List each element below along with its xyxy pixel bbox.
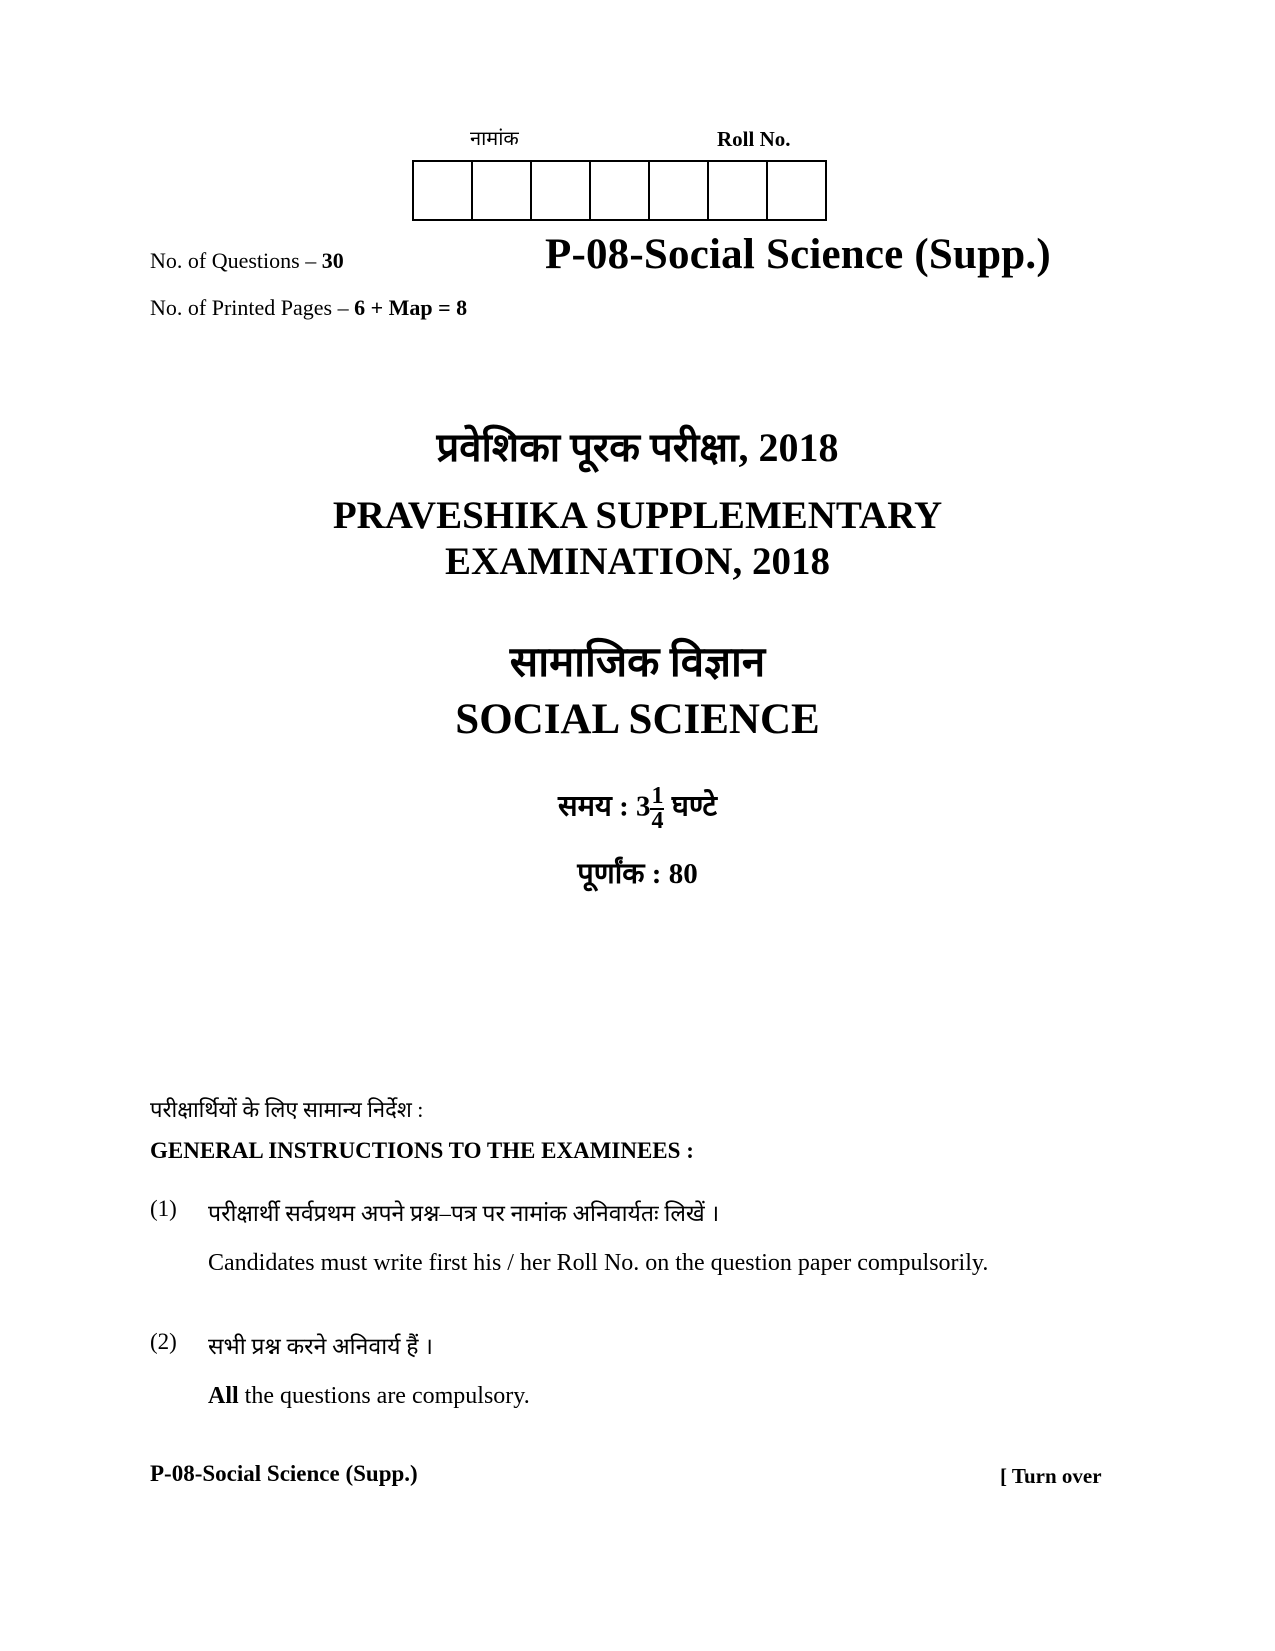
instruction-english <box>208 1383 530 1410</box>
marks-value: 80 <box>668 858 698 890</box>
roll-number-boxes <box>412 160 827 221</box>
footer-turn-over: [ Turn over <box>1000 1464 1102 1488</box>
instruction-number: (2) <box>150 1329 177 1354</box>
roll-label-english: Roll No. <box>717 127 791 151</box>
time-fraction <box>650 785 664 833</box>
roll-digit-box[interactable] <box>591 162 650 219</box>
roll-digit-box[interactable] <box>473 162 532 219</box>
pages-value: 6 + Map = 8 <box>354 295 468 320</box>
roll-digit-box[interactable] <box>414 162 473 219</box>
paper-code-title: P-08-Social Science (Supp.) <box>545 231 1051 278</box>
instruction-english-bold: All <box>208 1383 239 1409</box>
instruction-hindi: सभी प्रश्न करने अनिवार्य हैं । <box>208 1334 433 1359</box>
fraction-numerator: 1 <box>651 783 664 809</box>
instruction-english-rest: the questions are compulsory. <box>238 1383 530 1409</box>
pages-label: No. of Printed Pages – <box>150 295 355 320</box>
questions-value: 30 <box>321 248 344 273</box>
subject-english: SOCIAL SCIENCE <box>455 696 820 743</box>
exam-title-hindi: प्रवेशिका पूरक परीक्षा, 2018 <box>436 425 839 470</box>
roll-digit-box[interactable] <box>768 162 827 219</box>
number-of-pages <box>150 295 467 321</box>
instructions-heading-english: GENERAL INSTRUCTIONS TO THE EXAMINEES : <box>150 1138 694 1163</box>
fraction-denominator: 4 <box>651 808 664 834</box>
marks-label: पूर्णांक : <box>577 858 669 890</box>
number-of-questions <box>150 248 344 274</box>
time-allowed <box>0 785 1275 833</box>
maximum-marks <box>0 853 1275 892</box>
roll-digit-box[interactable] <box>650 162 709 219</box>
roll-digit-box[interactable] <box>532 162 591 219</box>
time-label: समय : 3 <box>558 790 651 823</box>
instruction-english: Candidates must write first his / her Roll No. on the question paper compulsorily. <box>208 1250 989 1276</box>
questions-label: No. of Questions – <box>150 248 322 273</box>
roll-label-hindi: नामांक <box>470 128 519 150</box>
exam-title-english-line1: PRAVESHIKA SUPPLEMENTARY <box>332 494 943 537</box>
instruction-hindi: परीक्षार्थी सर्वप्रथम अपने प्रश्न–पत्र पर नामांक अनिवार्यतः लिखें । <box>208 1201 720 1226</box>
roll-digit-box[interactable] <box>709 162 768 219</box>
instruction-number: (1) <box>150 1196 177 1221</box>
footer-paper-code: P-08-Social Science (Supp.) <box>150 1461 418 1486</box>
instructions-heading-hindi: परीक्षार्थियों के लिए सामान्य निर्देश : <box>150 1097 424 1122</box>
exam-title-english-line2: EXAMINATION, 2018 <box>445 540 830 583</box>
time-unit: घण्टे <box>671 790 717 823</box>
exam-title-english <box>0 493 1275 585</box>
subject-hindi: सामाजिक विज्ञान <box>509 640 766 686</box>
